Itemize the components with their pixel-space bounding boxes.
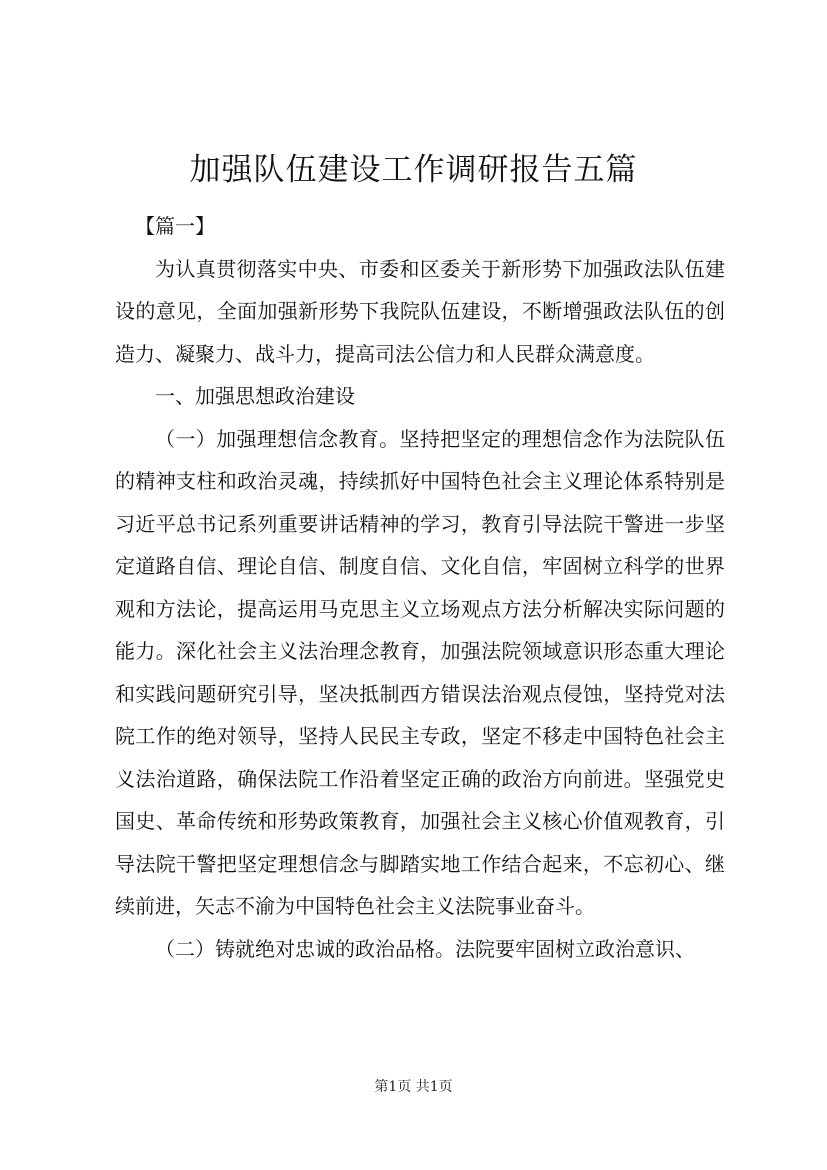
paragraph-ideals-education: （一）加强理想信念教育。坚持把坚定的理想信念作为法院队伍的精神支柱和政治灵魂，持续抓好中国特色社会主义理论体系特别是习近平总书记系列重要讲话精神的学习，教育引导法院干警进一步坚定道路自信、理论自信、制度自信、文化自信，牢固树立科学的世界观和方法论，提高运用马克思主义立场观点方法分析解决实际问题的能力。深化社会主义法治理念教育，加强法院领域意识形态重大理论和实践问题研究引导，坚决抵制西方错误法治观点侵蚀，坚持党对法院工作的绝对领导，坚持人民民主专政，坚定不移走中国特色社会主义法治道路，确保法院工作沿着坚定正确的政治方向前进。坚强党史国史、革命传统和形势政策教育，加强社会主义核心价值观教育，引导法院干警把坚定理想信念与脚踏实地工作结合起来，不忘初心、继续前进，矢志不渝为中国特色社会主义法院事业奋斗。 xyxy=(115,426,725,918)
heading-section-one: 一、加强思想政治建设 xyxy=(155,384,355,408)
document-title: 加强队伍建设工作调研报告五篇 xyxy=(189,152,638,188)
page-footer: 第1页 共1页 xyxy=(374,1079,453,1095)
document-body xyxy=(115,205,725,970)
section-label: 【篇一】 xyxy=(135,214,215,238)
paragraph-political-loyalty: （二）铸就绝对忠诚的政治品格。法院要牢固树立政治意识、 xyxy=(155,936,695,961)
paragraph-intro: 为认真贯彻落实中央、市委和区委关于新形势下加强政法队伍建设的意见，全面加强新形势下我院队伍建设，不断增强政法队伍的创造力、凝聚力、战斗力，提高司法公信力和人民群众满意度。 xyxy=(115,256,725,366)
